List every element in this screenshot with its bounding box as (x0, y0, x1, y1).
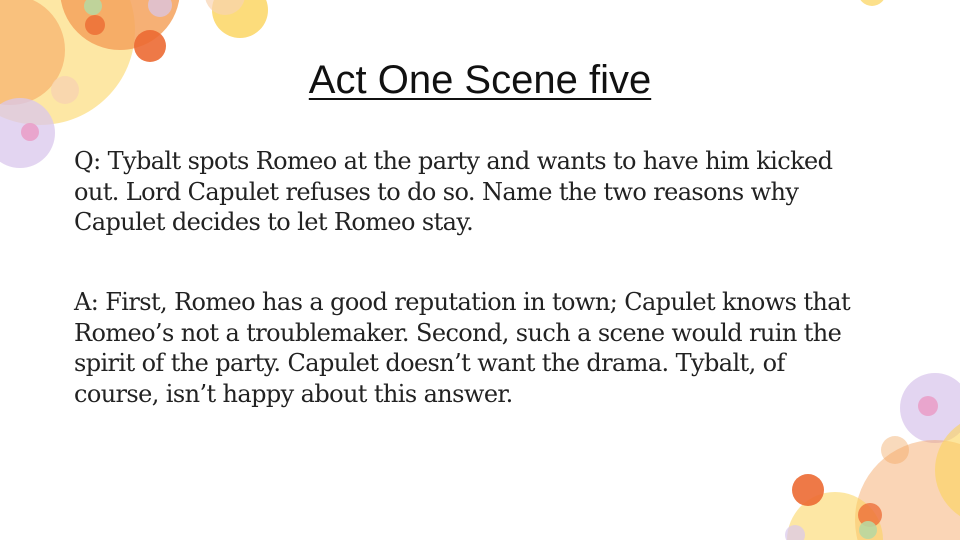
answer-line: Romeo’s not a troublemaker. Second, such a scene would ruin the (74, 318, 842, 347)
answer-line: A: First, Romeo has a good reputation in town; Capulet knows that (74, 288, 851, 316)
question-paragraph (74, 146, 894, 238)
answer-line: spirit of the party. Capulet doesn’t want the drama. Tybalt, of (74, 349, 785, 377)
slide-title (0, 54, 960, 106)
bubble-circle (21, 123, 39, 141)
question-line: Q: Tybalt spots Romeo at the party and wants to have him kicked (74, 147, 833, 175)
bubble-circle (918, 396, 938, 416)
bubble-circle (792, 474, 824, 506)
answer-line: course, isn’t happy about this answer. (74, 379, 513, 408)
bubble-circle (859, 521, 877, 539)
question-line: Capulet decides to let Romeo stay. (74, 208, 474, 236)
slide-title-text: Act One Scene five (308, 58, 652, 102)
bubble-circle (85, 15, 105, 35)
question-line: out. Lord Capulet refuses to do so. Name the two reasons why (74, 177, 799, 206)
answer-paragraph (74, 287, 894, 409)
bubble-circle (858, 0, 886, 6)
